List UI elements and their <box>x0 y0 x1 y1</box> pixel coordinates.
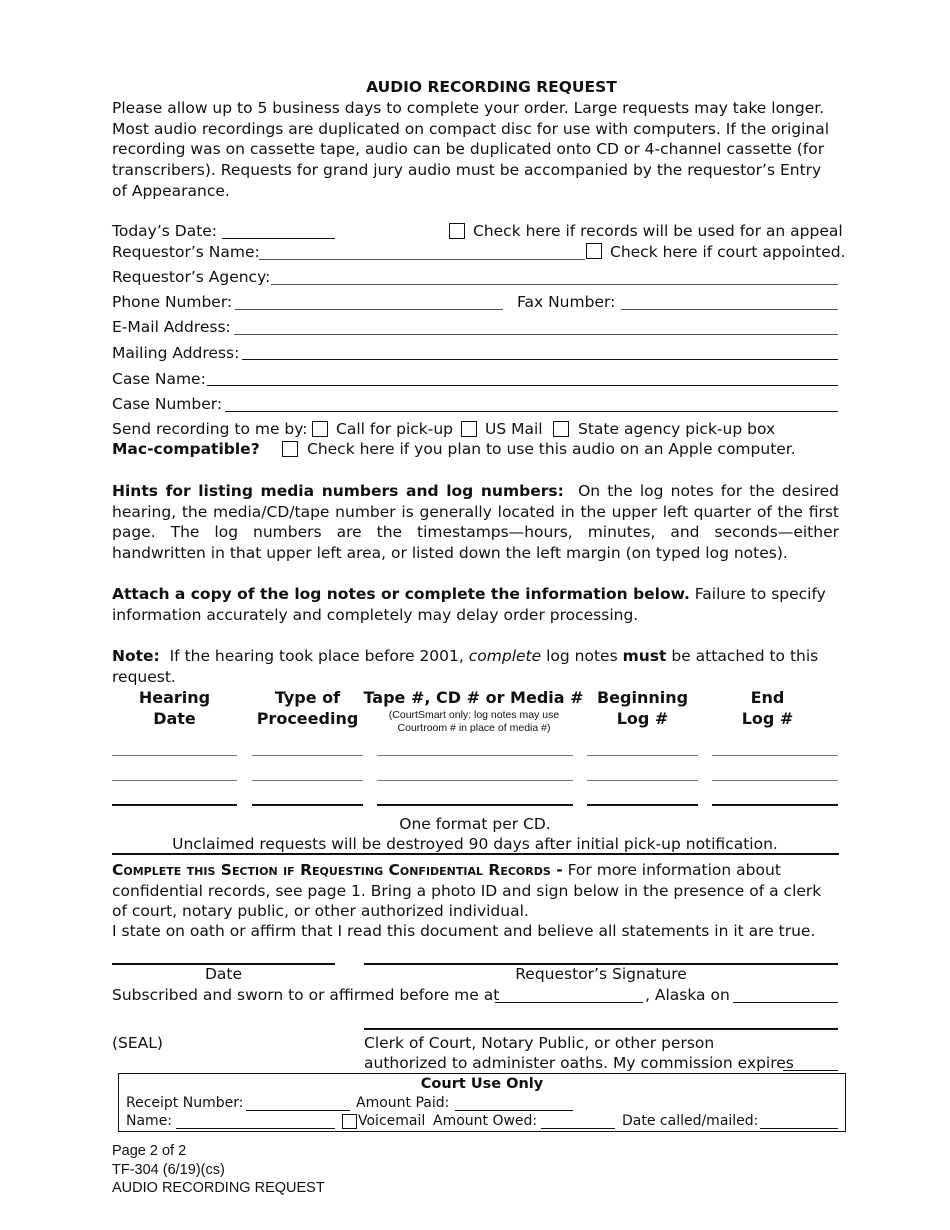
todays-date-field[interactable] <box>222 238 335 239</box>
todays-date-label: Today’s Date: <box>112 222 218 240</box>
table-row[interactable] <box>377 755 573 756</box>
appeal-checkbox-label: Check here if records will be used for an appeal <box>473 222 843 240</box>
sworn-statement: Subscribed and sworn to or affirmed before me at <box>112 986 500 1004</box>
table-row[interactable] <box>712 780 838 781</box>
note-must: must <box>622 647 667 665</box>
case-name-label: Case Name: <box>112 370 206 388</box>
commission-expires-field[interactable] <box>783 1070 838 1071</box>
seal-label: (SEAL) <box>112 1034 163 1052</box>
table-row[interactable] <box>587 804 698 806</box>
intro-paragraph: Please allow up to 5 business days to complete your order. Large requests may take longer. Most audio recordings are duplicated on compact disc for use with computers. If the original recording was on cassette tape, audio can be duplicated onto CD or 4-channel cassette (for transcribers). Requests for grand jury audio must be accompanied by the requestor’s Entry of Appearance. <box>112 99 830 200</box>
table-row[interactable] <box>112 804 237 806</box>
sworn-date-field[interactable] <box>733 1002 838 1003</box>
table-row[interactable] <box>252 755 363 756</box>
note-paragraph <box>112 646 839 687</box>
confidential-paragraph <box>112 860 839 922</box>
table-row[interactable] <box>587 755 698 756</box>
receipt-number-label: Receipt Number: <box>126 1095 244 1111</box>
amount-paid-field[interactable] <box>455 1110 573 1111</box>
footer-page: Page 2 of 2 <box>112 1143 187 1159</box>
confidential-text: For more information about confidential records, see page 1. Bring a photo ID and sign below in the presence of a clerk of court, notary public, or other authorized individual. <box>112 861 822 921</box>
clerk-label-1: Clerk of Court, Notary Public, or other person <box>364 1034 715 1052</box>
table-row[interactable] <box>112 780 237 781</box>
table-row[interactable] <box>112 755 237 756</box>
hints-text: On the log notes for the desired hearing, the media/CD/tape number is generally located in the upper left quarter of the first page. The log numbers are the timestamps—hours, minutes, and seconds—either handwritten in that upper left area, or listed down the left margin (on typed log notes). <box>112 482 840 563</box>
court-appointed-checkbox[interactable] <box>586 243 602 259</box>
name-label: Name: <box>126 1113 173 1129</box>
email-field[interactable] <box>234 334 838 335</box>
table-row[interactable] <box>252 780 363 781</box>
amount-owed-field[interactable] <box>541 1128 615 1129</box>
footer-form-name: AUDIO RECORDING REQUEST <box>112 1180 325 1196</box>
one-format-note: One format per CD. <box>399 815 551 833</box>
note-text-2: log notes <box>546 647 618 665</box>
table-row[interactable] <box>377 804 573 806</box>
send-recording-label: Send recording to me by: <box>112 420 308 438</box>
amount-paid-label: Amount Paid: <box>356 1095 450 1111</box>
date-called-field[interactable] <box>760 1128 838 1129</box>
unclaimed-note: Unclaimed requests will be destroyed 90 days after initial pick-up notification. <box>172 835 778 853</box>
col-media-number: Tape #, CD # or Media # <box>363 688 584 707</box>
attach-text: Failure to specify information accurately and completely may delay order processing. <box>112 585 826 624</box>
oath-statement: I state on oath or affirm that I read this document and believe all statements in it are true. <box>112 922 816 940</box>
court-use-title: Court Use Only <box>420 1076 544 1092</box>
note-italic: complete <box>468 647 542 665</box>
page-title: AUDIO RECORDING REQUEST <box>366 78 617 96</box>
phone-field[interactable] <box>235 309 503 310</box>
date-label: Date <box>204 965 243 983</box>
confidential-heading: Complete this Section if Requesting Confidential Records - <box>112 861 563 879</box>
requestor-signature-label: Requestor’s Signature <box>515 965 687 983</box>
table-row[interactable] <box>712 755 838 756</box>
court-appointed-label: Check here if court appointed. <box>610 243 846 261</box>
col-type-proceeding: Type of Proceeding <box>256 688 359 728</box>
receipt-number-field[interactable] <box>246 1110 350 1111</box>
fax-field[interactable] <box>621 309 838 310</box>
section-divider <box>112 853 839 855</box>
mac-compatible-label: Mac-compatible? <box>112 440 260 458</box>
mac-compatible-checkbox[interactable] <box>282 441 298 457</box>
mailing-address-label: Mailing Address: <box>112 344 240 362</box>
footer-form-number: TF-304 (6/19)(cs) <box>112 1161 225 1178</box>
call-pickup-label: Call for pick-up <box>336 420 453 438</box>
us-mail-checkbox[interactable] <box>461 421 477 437</box>
attach-paragraph <box>112 584 839 625</box>
call-pickup-checkbox[interactable] <box>312 421 328 437</box>
requestor-agency-label: Requestor’s Agency: <box>112 268 271 286</box>
table-row[interactable] <box>377 780 573 781</box>
appeal-checkbox[interactable] <box>449 223 465 239</box>
alaska-on-label: , Alaska on <box>645 986 730 1004</box>
hints-heading: Hints for listing media numbers and log numbers: <box>112 482 564 500</box>
footer <box>112 1142 325 1198</box>
case-number-label: Case Number: <box>112 395 223 413</box>
date-called-label: Date called/mailed: <box>622 1113 759 1129</box>
hints-paragraph <box>112 481 839 564</box>
requestor-agency-field[interactable] <box>271 284 838 285</box>
us-mail-label: US Mail <box>485 420 543 438</box>
name-field[interactable] <box>176 1128 335 1129</box>
amount-owed-label: Amount Owed: <box>433 1113 538 1129</box>
attach-heading: Attach a copy of the log notes or complete the information below. <box>112 585 690 603</box>
case-number-field[interactable] <box>225 411 838 412</box>
phone-label: Phone Number: <box>112 293 233 311</box>
note-text-3: be attached to this request. <box>112 647 819 686</box>
sworn-location-field[interactable] <box>495 1002 643 1003</box>
table-row[interactable] <box>252 804 363 806</box>
col-end-log: End Log # <box>741 688 794 728</box>
clerk-label-2: authorized to administer oaths. My commission expires <box>364 1054 794 1072</box>
mac-compatible-text: Check here if you plan to use this audio on an Apple computer. <box>307 440 796 458</box>
voicemail-checkbox[interactable] <box>342 1114 357 1129</box>
mailing-address-field[interactable] <box>242 359 838 360</box>
case-name-field[interactable] <box>207 385 838 386</box>
fax-label: Fax Number: <box>517 293 616 311</box>
col-beginning-log: Beginning Log # <box>596 688 689 728</box>
clerk-signature-line[interactable] <box>364 1028 838 1030</box>
voicemail-label: Voicemail <box>358 1113 426 1129</box>
media-note: (CourtSmart only: log notes may use Courtroom # in place of media #) <box>388 709 560 734</box>
table-row[interactable] <box>712 804 838 806</box>
table-row[interactable] <box>587 780 698 781</box>
requestor-name-field[interactable] <box>259 259 585 260</box>
email-label: E-Mail Address: <box>112 318 231 336</box>
note-heading: Note: <box>112 647 160 665</box>
note-text-1: If the hearing took place before 2001, <box>169 647 464 665</box>
requestor-name-label: Requestor’s Name: <box>112 243 260 261</box>
state-agency-label: State agency pick-up box <box>578 420 776 438</box>
col-hearing-date: Hearing Date <box>138 688 211 728</box>
state-agency-checkbox[interactable] <box>553 421 569 437</box>
